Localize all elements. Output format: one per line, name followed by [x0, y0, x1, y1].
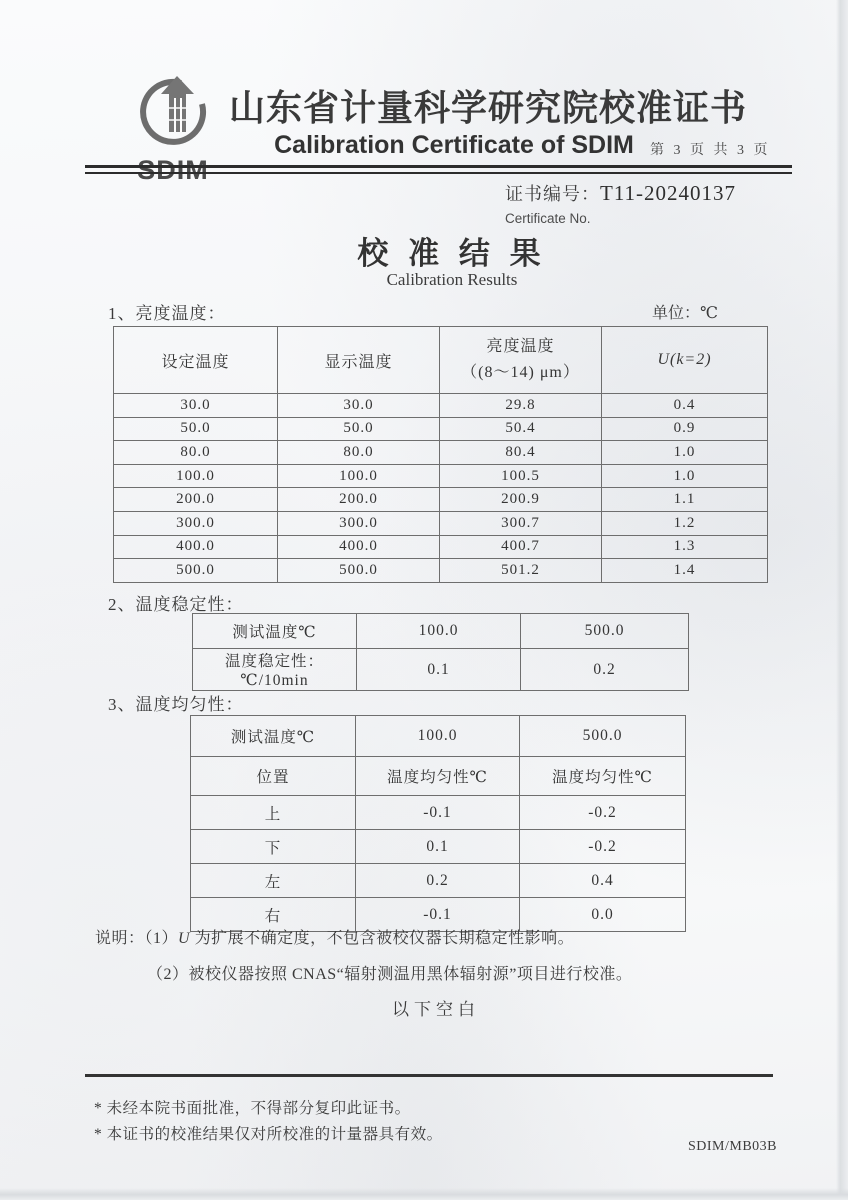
table-cell: 温度稳定性：℃/10min: [193, 649, 357, 691]
table-cell: 0.4: [520, 864, 686, 898]
footer-rule: [85, 1074, 773, 1077]
table-cell: -0.1: [356, 898, 520, 932]
table-cell: 左: [191, 864, 356, 898]
section2-heading: 2、温度稳定性：: [108, 595, 244, 614]
table-cell: 29.8: [440, 394, 602, 418]
table-cell: -0.2: [520, 830, 686, 864]
table-cell: 1.0: [602, 464, 768, 488]
col-set-temperature: 设定温度: [114, 327, 278, 394]
col-uncertainty: U(k=2): [602, 327, 768, 394]
table-cell: 0.4: [602, 394, 768, 418]
note-1-text: 为扩展不确定度，不包含被校仪器长期稳定性影响。: [190, 930, 575, 947]
table-cell: 100.0: [356, 716, 520, 757]
table-row: [114, 559, 768, 583]
table-cell: 200.0: [114, 488, 278, 512]
table-row: [114, 417, 768, 441]
sdim-logo-icon: [121, 74, 225, 158]
table-cell: 80.0: [114, 441, 278, 465]
table-row: [114, 511, 768, 535]
temperature-stability-table: [192, 613, 689, 691]
table-cell: 100.5: [440, 464, 602, 488]
table-cell: 501.2: [440, 559, 602, 583]
section3-heading: 3、温度均匀性：: [108, 695, 244, 714]
certificate-title-en: Calibration Certificate of SDIM: [274, 131, 634, 159]
blank-below-label: 以下空白: [392, 1000, 480, 1019]
table-header-row: [114, 327, 768, 394]
table-row: [193, 614, 689, 649]
table-row: [114, 441, 768, 465]
table-cell: 测试温度℃: [193, 614, 357, 649]
table-cell: 100.0: [357, 614, 521, 649]
table-row: [191, 864, 686, 898]
scan-edge-right: [836, 0, 848, 1200]
table-cell: 200.9: [440, 488, 602, 512]
table-cell: 100.0: [278, 464, 440, 488]
table-cell: 0.1: [356, 830, 520, 864]
table-cell: 30.0: [114, 394, 278, 418]
table-cell: 0.9: [602, 417, 768, 441]
table-row: [114, 488, 768, 512]
unit-label: 单位：℃: [652, 305, 718, 322]
scan-edge-bottom: [0, 1188, 848, 1200]
table-cell: 100.0: [114, 464, 278, 488]
brightness-table-header: [114, 327, 768, 394]
table-cell: 1.1: [602, 488, 768, 512]
table-cell: -0.1: [356, 796, 520, 830]
note-2-row: （2）被校仪器按照 CNAS“辐射测温用黑体辐射源”项目进行校准。: [147, 966, 633, 983]
table-cell: 300.0: [114, 511, 278, 535]
table-cell: 测试温度℃: [191, 716, 356, 757]
table-row: [193, 649, 689, 691]
table-cell: -0.2: [520, 796, 686, 830]
table-cell: 温度均匀性℃: [520, 757, 686, 796]
table-row: [191, 757, 686, 796]
note-1-pre: （1）: [144, 930, 179, 947]
table-cell: 500.0: [520, 716, 686, 757]
note-1-row: [95, 925, 574, 948]
table-cell: 300.7: [440, 511, 602, 535]
table-cell: 下: [191, 830, 356, 864]
table-cell: 0.2: [521, 649, 689, 691]
form-code: SDIM/MB03B: [688, 1139, 778, 1154]
table-cell: 1.2: [602, 511, 768, 535]
brightness-table-body: [114, 394, 768, 583]
table-cell: 0.1: [357, 649, 521, 691]
table-cell: 80.0: [278, 441, 440, 465]
table-row: [114, 464, 768, 488]
table-cell: 500.0: [521, 614, 689, 649]
certificate-title-cn: 山东省计量科学研究院校准证书: [228, 88, 747, 128]
certificate-no-value: T11-20240137: [600, 181, 737, 205]
table-row: [114, 394, 768, 418]
results-subtitle: Calibration Results: [386, 270, 518, 289]
certificate-no-row: [505, 180, 736, 206]
header-rule: [85, 165, 792, 174]
section1-heading: 1、亮度温度：: [108, 304, 226, 323]
table-cell: 500.0: [278, 559, 440, 583]
stability-table-body: [193, 614, 689, 691]
table-cell: 0.2: [356, 864, 520, 898]
table-cell: 300.0: [278, 511, 440, 535]
col-displayed-temperature: 显示温度: [278, 327, 440, 394]
table-cell: 上: [191, 796, 356, 830]
note-1-symbol: U: [178, 930, 191, 947]
table-cell: 400.7: [440, 535, 602, 559]
uniformity-table-body: [191, 716, 686, 932]
table-cell: 50.4: [440, 417, 602, 441]
temperature-uniformity-table: [190, 715, 686, 932]
certificate-no-label: 证书编号：: [505, 184, 600, 204]
table-cell: 温度均匀性℃: [356, 757, 520, 796]
results-title: 校 准 结 果: [357, 236, 547, 271]
table-cell: 400.0: [278, 535, 440, 559]
table-row: [191, 830, 686, 864]
table-row: [191, 796, 686, 830]
sdim-logo-text: SDIM: [137, 155, 209, 185]
footer-note-2: * 本证书的校准结果仅对所校准的计量器具有效。: [94, 1126, 443, 1143]
table-cell: 1.3: [602, 535, 768, 559]
table-row: [191, 716, 686, 757]
notes-label: 说明：: [95, 930, 145, 947]
col-brightness-line2: （(8～14) μm）: [461, 364, 580, 381]
table-cell: 500.0: [114, 559, 278, 583]
table-cell: 50.0: [278, 417, 440, 441]
table-cell: 400.0: [114, 535, 278, 559]
table-cell: 200.0: [278, 488, 440, 512]
table-cell: 1.0: [602, 441, 768, 465]
table-cell: 50.0: [114, 417, 278, 441]
table-cell: 位置: [191, 757, 356, 796]
footer-note-1: * 未经本院书面批准，不得部分复印此证书。: [94, 1100, 411, 1117]
brightness-temperature-table: [113, 326, 768, 583]
table-cell: 右: [191, 898, 356, 932]
table-cell: 80.4: [440, 441, 602, 465]
table-row: [114, 535, 768, 559]
table-cell: 1.4: [602, 559, 768, 583]
col-brightness-line1: 亮度温度: [486, 338, 555, 355]
col-brightness-temperature: [440, 327, 602, 394]
table-cell: 30.0: [278, 394, 440, 418]
table-cell: 0.0: [520, 898, 686, 932]
certificate-no-label-en: Certificate No.: [505, 211, 591, 226]
page-number: 第 3 页 共 3 页: [650, 143, 771, 158]
